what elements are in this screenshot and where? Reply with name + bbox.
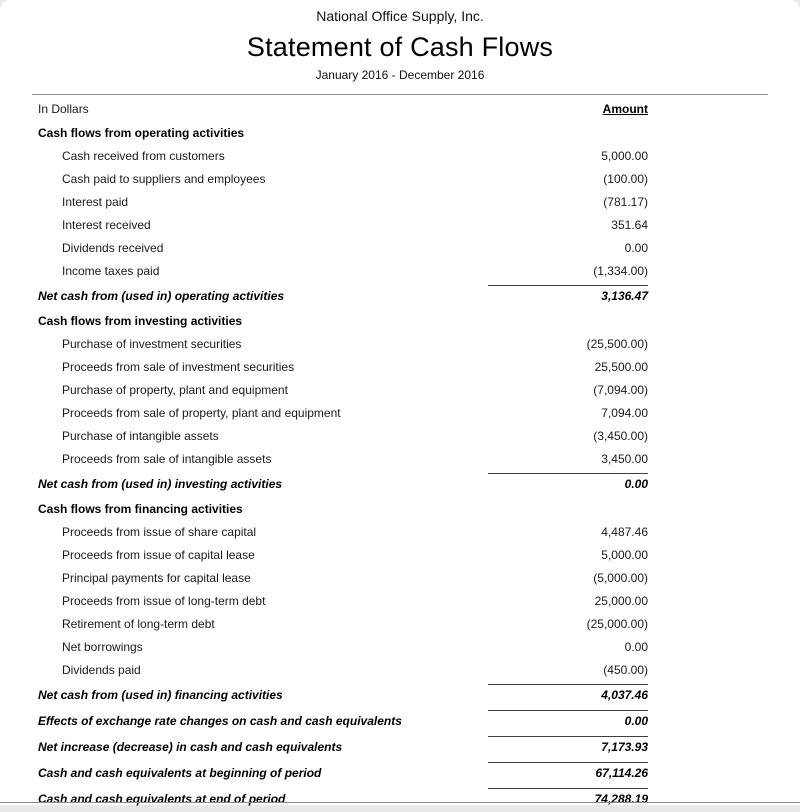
line-item-amount: 5,000.00: [601, 149, 648, 163]
line-item-label: Income taxes paid: [62, 264, 160, 278]
line-item-row: [32, 356, 768, 379]
line-item-amount: (100.00): [603, 172, 648, 186]
line-item-row: [32, 237, 768, 260]
line-item-row: [32, 214, 768, 237]
section-heading-label: Cash flows from operating activities: [38, 126, 245, 140]
summary-row-label: Cash and cash equivalents at end of period: [38, 792, 286, 806]
line-item-amount: (5,000.00): [593, 571, 648, 585]
section-total-row: [32, 471, 768, 497]
line-item-label: Proceeds from sale of property, plant and equipment: [62, 406, 341, 420]
line-item-label: Cash received from customers: [62, 149, 225, 163]
line-item-label: Proceeds from sale of investment securities: [62, 360, 295, 374]
line-item-amount: (3,450.00): [593, 429, 648, 443]
line-item-amount: 3,450.00: [601, 452, 648, 466]
line-item-row: [32, 402, 768, 425]
line-item-label: Purchase of investment securities: [62, 337, 242, 351]
line-item-amount: 25,500.00: [594, 360, 648, 374]
line-item-amount: 0.00: [624, 241, 648, 255]
section-total-row: [32, 682, 768, 708]
line-item-label: Interest paid: [62, 195, 129, 209]
bottom-rule: [0, 802, 800, 803]
summary-row: [32, 708, 768, 734]
section-total-label: Net cash from (used in) investing activities: [38, 477, 283, 491]
line-item-row: [32, 260, 768, 283]
summary-row-amount: 0.00: [488, 714, 648, 729]
statement-body: [32, 121, 768, 812]
line-item-amount: 4,487.46: [601, 525, 648, 539]
line-item-amount: (25,500.00): [586, 337, 648, 351]
section-total-amount: 0.00: [488, 477, 648, 492]
summary-row-amount: 74,288.19: [488, 792, 648, 807]
line-item-amount: 7,094.00: [601, 406, 648, 420]
line-item-row: [32, 613, 768, 636]
line-item-amount: (1,334.00): [593, 264, 648, 278]
company-name: National Office Supply, Inc.: [316, 8, 484, 24]
line-item-amount: 0.00: [624, 640, 648, 654]
section-heading-row: [32, 309, 768, 333]
line-item-amount: 5,000.00: [601, 548, 648, 562]
line-item-label: Retirement of long-term debt: [62, 617, 215, 631]
section-heading-row: [32, 121, 768, 145]
section-total-label: Net cash from (used in) financing activities: [38, 688, 283, 702]
line-item-label: Interest received: [62, 218, 151, 232]
summary-row: [32, 760, 768, 786]
section-heading-row: [32, 497, 768, 521]
line-item-amount: (7,094.00): [593, 383, 648, 397]
line-item-label: Principal payments for capital lease: [62, 571, 251, 585]
section-total-amount: 4,037.46: [488, 688, 648, 703]
line-item-row: [32, 333, 768, 356]
section-total-amount: 3,136.47: [488, 289, 648, 304]
line-item-label: Dividends paid: [62, 663, 141, 677]
line-item-label: Net borrowings: [62, 640, 143, 654]
line-item-row: [32, 145, 768, 168]
line-item-row: [32, 567, 768, 590]
line-item-label: Proceeds from issue of long-term debt: [62, 594, 266, 608]
summary-row-amount: 7,173.93: [488, 740, 648, 755]
line-item-label: Proceeds from sale of intangible assets: [62, 452, 272, 466]
line-item-row: [32, 590, 768, 613]
line-item-amount: (781.17): [603, 195, 648, 209]
report-title: Statement of Cash Flows: [246, 32, 554, 62]
line-item-row: [32, 544, 768, 567]
line-item-label: Purchase of property, plant and equipment: [62, 383, 288, 397]
line-item-amount: (450.00): [603, 663, 648, 677]
line-item-label: Proceeds from issue of share capital: [62, 525, 257, 539]
summary-row: [32, 786, 768, 812]
summary-row-label: Effects of exchange rate changes on cash and cash equivalents: [38, 714, 402, 728]
section-heading-label: Cash flows from investing activities: [38, 314, 243, 328]
line-item-row: [32, 379, 768, 402]
line-item-row: [32, 659, 768, 682]
column-header-in-dollars: In Dollars: [38, 102, 89, 116]
line-item-row: [32, 191, 768, 214]
line-item-row: [32, 636, 768, 659]
summary-row-label: Cash and cash equivalents at beginning of period: [38, 766, 322, 780]
column-header-amount: Amount: [602, 102, 648, 116]
column-header-row: [32, 94, 768, 121]
line-item-label: Dividends received: [62, 241, 164, 255]
section-heading-label: Cash flows from financing activities: [38, 502, 243, 516]
summary-row-label: Net increase (decrease) in cash and cash equivalents: [38, 740, 343, 754]
section-total-label: Net cash from (used in) operating activities: [38, 289, 285, 303]
line-item-row: [32, 168, 768, 191]
line-item-row: [32, 521, 768, 544]
summary-row: [32, 734, 768, 760]
summary-row-amount: 67,114.26: [488, 766, 648, 781]
report-header: [32, 6, 768, 82]
line-item-row: [32, 425, 768, 448]
line-item-label: Cash paid to suppliers and employees: [62, 172, 266, 186]
report-period: January 2016 - December 2016: [315, 68, 485, 82]
line-item-amount: 351.64: [611, 218, 648, 232]
section-total-row: [32, 283, 768, 309]
line-item-label: Proceeds from issue of capital lease: [62, 548, 255, 562]
line-item-row: [32, 448, 768, 471]
line-item-amount: (25,000.00): [586, 617, 648, 631]
line-item-amount: 25,000.00: [594, 594, 648, 608]
line-item-label: Purchase of intangible assets: [62, 429, 219, 443]
